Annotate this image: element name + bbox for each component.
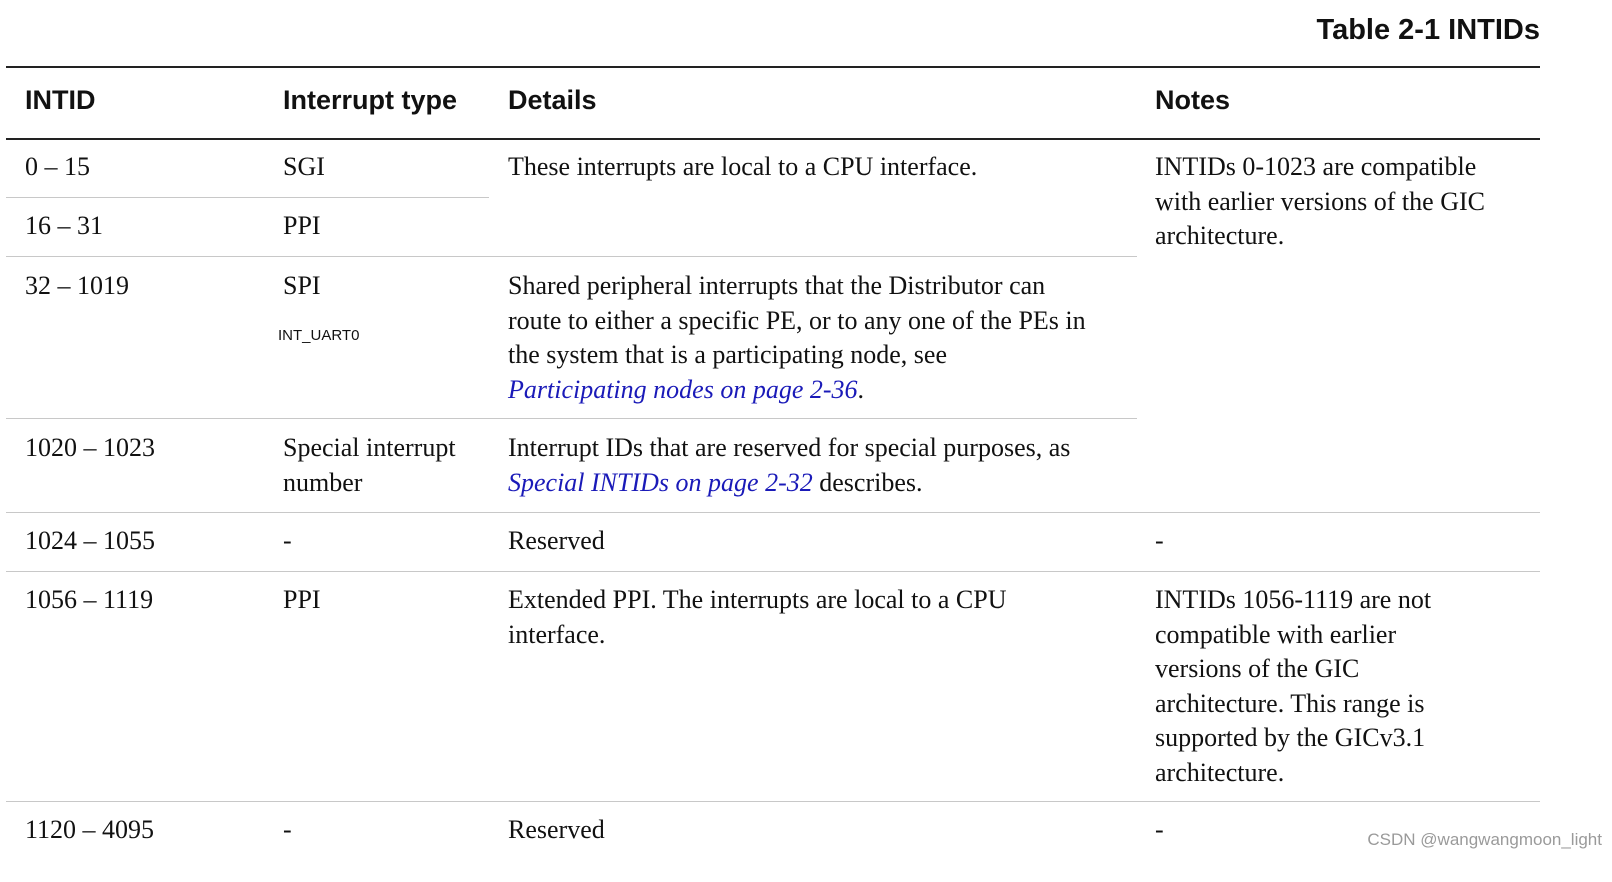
header-details: Details xyxy=(508,85,597,115)
cell-intid: 0 – 15 xyxy=(25,152,90,181)
watermark: CSDN @wangwangmoon_light xyxy=(1367,830,1602,849)
cell-notes: - xyxy=(1155,815,1164,844)
cell-details: Reserved xyxy=(508,526,605,555)
type-line: number xyxy=(283,467,363,497)
cell-notes-extended-ppi xyxy=(1155,583,1431,790)
cell-details-spi xyxy=(508,269,1086,407)
row-divider-ppi-spi xyxy=(6,256,1137,257)
cell-interrupt-type: SGI xyxy=(283,152,325,181)
notes-line: architecture. xyxy=(1155,757,1285,787)
cell-notes-compat xyxy=(1155,150,1485,254)
details-line: Interrupt IDs that are reserved for special purposes, as xyxy=(508,433,1071,462)
details-line xyxy=(508,466,1070,501)
cell-details-extended-ppi xyxy=(508,583,1006,652)
notes-line: compatible with earlier xyxy=(1155,619,1397,649)
cell-interrupt-type: SPI xyxy=(283,271,321,300)
type-line: Special interrupt xyxy=(283,433,456,462)
cell-interrupt-type: PPI xyxy=(283,211,321,240)
row-divider-spi-special xyxy=(6,418,1137,419)
details-suffix: describes. xyxy=(812,467,923,497)
cell-intid: 1120 – 4095 xyxy=(25,815,155,844)
notes-line: with earlier versions of the GIC xyxy=(1155,186,1485,216)
table-top-rule xyxy=(6,66,1540,68)
cell-details: Reserved xyxy=(508,815,605,844)
cell-interrupt-type xyxy=(283,431,456,500)
spi-annotation: INT_UART0 xyxy=(278,327,360,344)
details-line: route to either a specific PE, or to any one of the PEs in xyxy=(508,305,1086,335)
cell-notes: - xyxy=(1155,526,1164,555)
table-caption: Table 2-1 INTIDs xyxy=(1316,14,1540,46)
special-intids-link[interactable]: Special INTIDs on page 2-32 xyxy=(508,467,813,497)
notes-line: INTIDs 1056-1119 are not xyxy=(1155,585,1432,614)
header-interrupt-type: Interrupt type xyxy=(283,85,458,115)
notes-line: architecture. This range is xyxy=(1155,688,1425,718)
cell-intid: 16 – 31 xyxy=(25,211,103,240)
details-line: Extended PPI. The interrupts are local to a CPU xyxy=(508,585,1007,614)
details-line: interface. xyxy=(508,619,606,649)
header-bottom-rule xyxy=(6,138,1540,140)
cell-intid: 1024 – 1055 xyxy=(25,526,155,555)
row-divider-sgi-ppi xyxy=(6,197,489,198)
row-divider-reserved-extppi xyxy=(6,571,1540,572)
cell-intid: 32 – 1019 xyxy=(25,271,129,300)
cell-intid: 1020 – 1023 xyxy=(25,433,155,462)
notes-line: versions of the GIC xyxy=(1155,654,1360,683)
row-divider-special-reserved xyxy=(6,512,1540,513)
notes-line: architecture. xyxy=(1155,221,1285,250)
details-line xyxy=(508,373,1086,408)
cell-details-special xyxy=(508,431,1070,500)
header-notes: Notes xyxy=(1155,85,1231,115)
cell-interrupt-type: - xyxy=(283,815,292,844)
details-link-suffix: . xyxy=(857,374,865,404)
cell-interrupt-type: - xyxy=(283,526,292,555)
cell-details-sgi-ppi: These interrupts are local to a CPU interface. xyxy=(508,152,978,181)
header-intid: INTID xyxy=(25,85,96,115)
details-line: the system that is a participating node, see xyxy=(508,340,947,369)
notes-line: INTIDs 0-1023 are compatible xyxy=(1155,152,1477,181)
details-line: Shared peripheral interrupts that the Distributor can xyxy=(508,271,1046,300)
cell-interrupt-type: PPI xyxy=(283,585,321,614)
row-divider-extppi-reserved xyxy=(6,801,1540,802)
notes-line: supported by the GICv3.1 xyxy=(1155,723,1426,752)
participating-nodes-link[interactable]: Participating nodes on page 2-36 xyxy=(508,374,858,404)
cell-intid: 1056 – 1119 xyxy=(25,585,154,614)
